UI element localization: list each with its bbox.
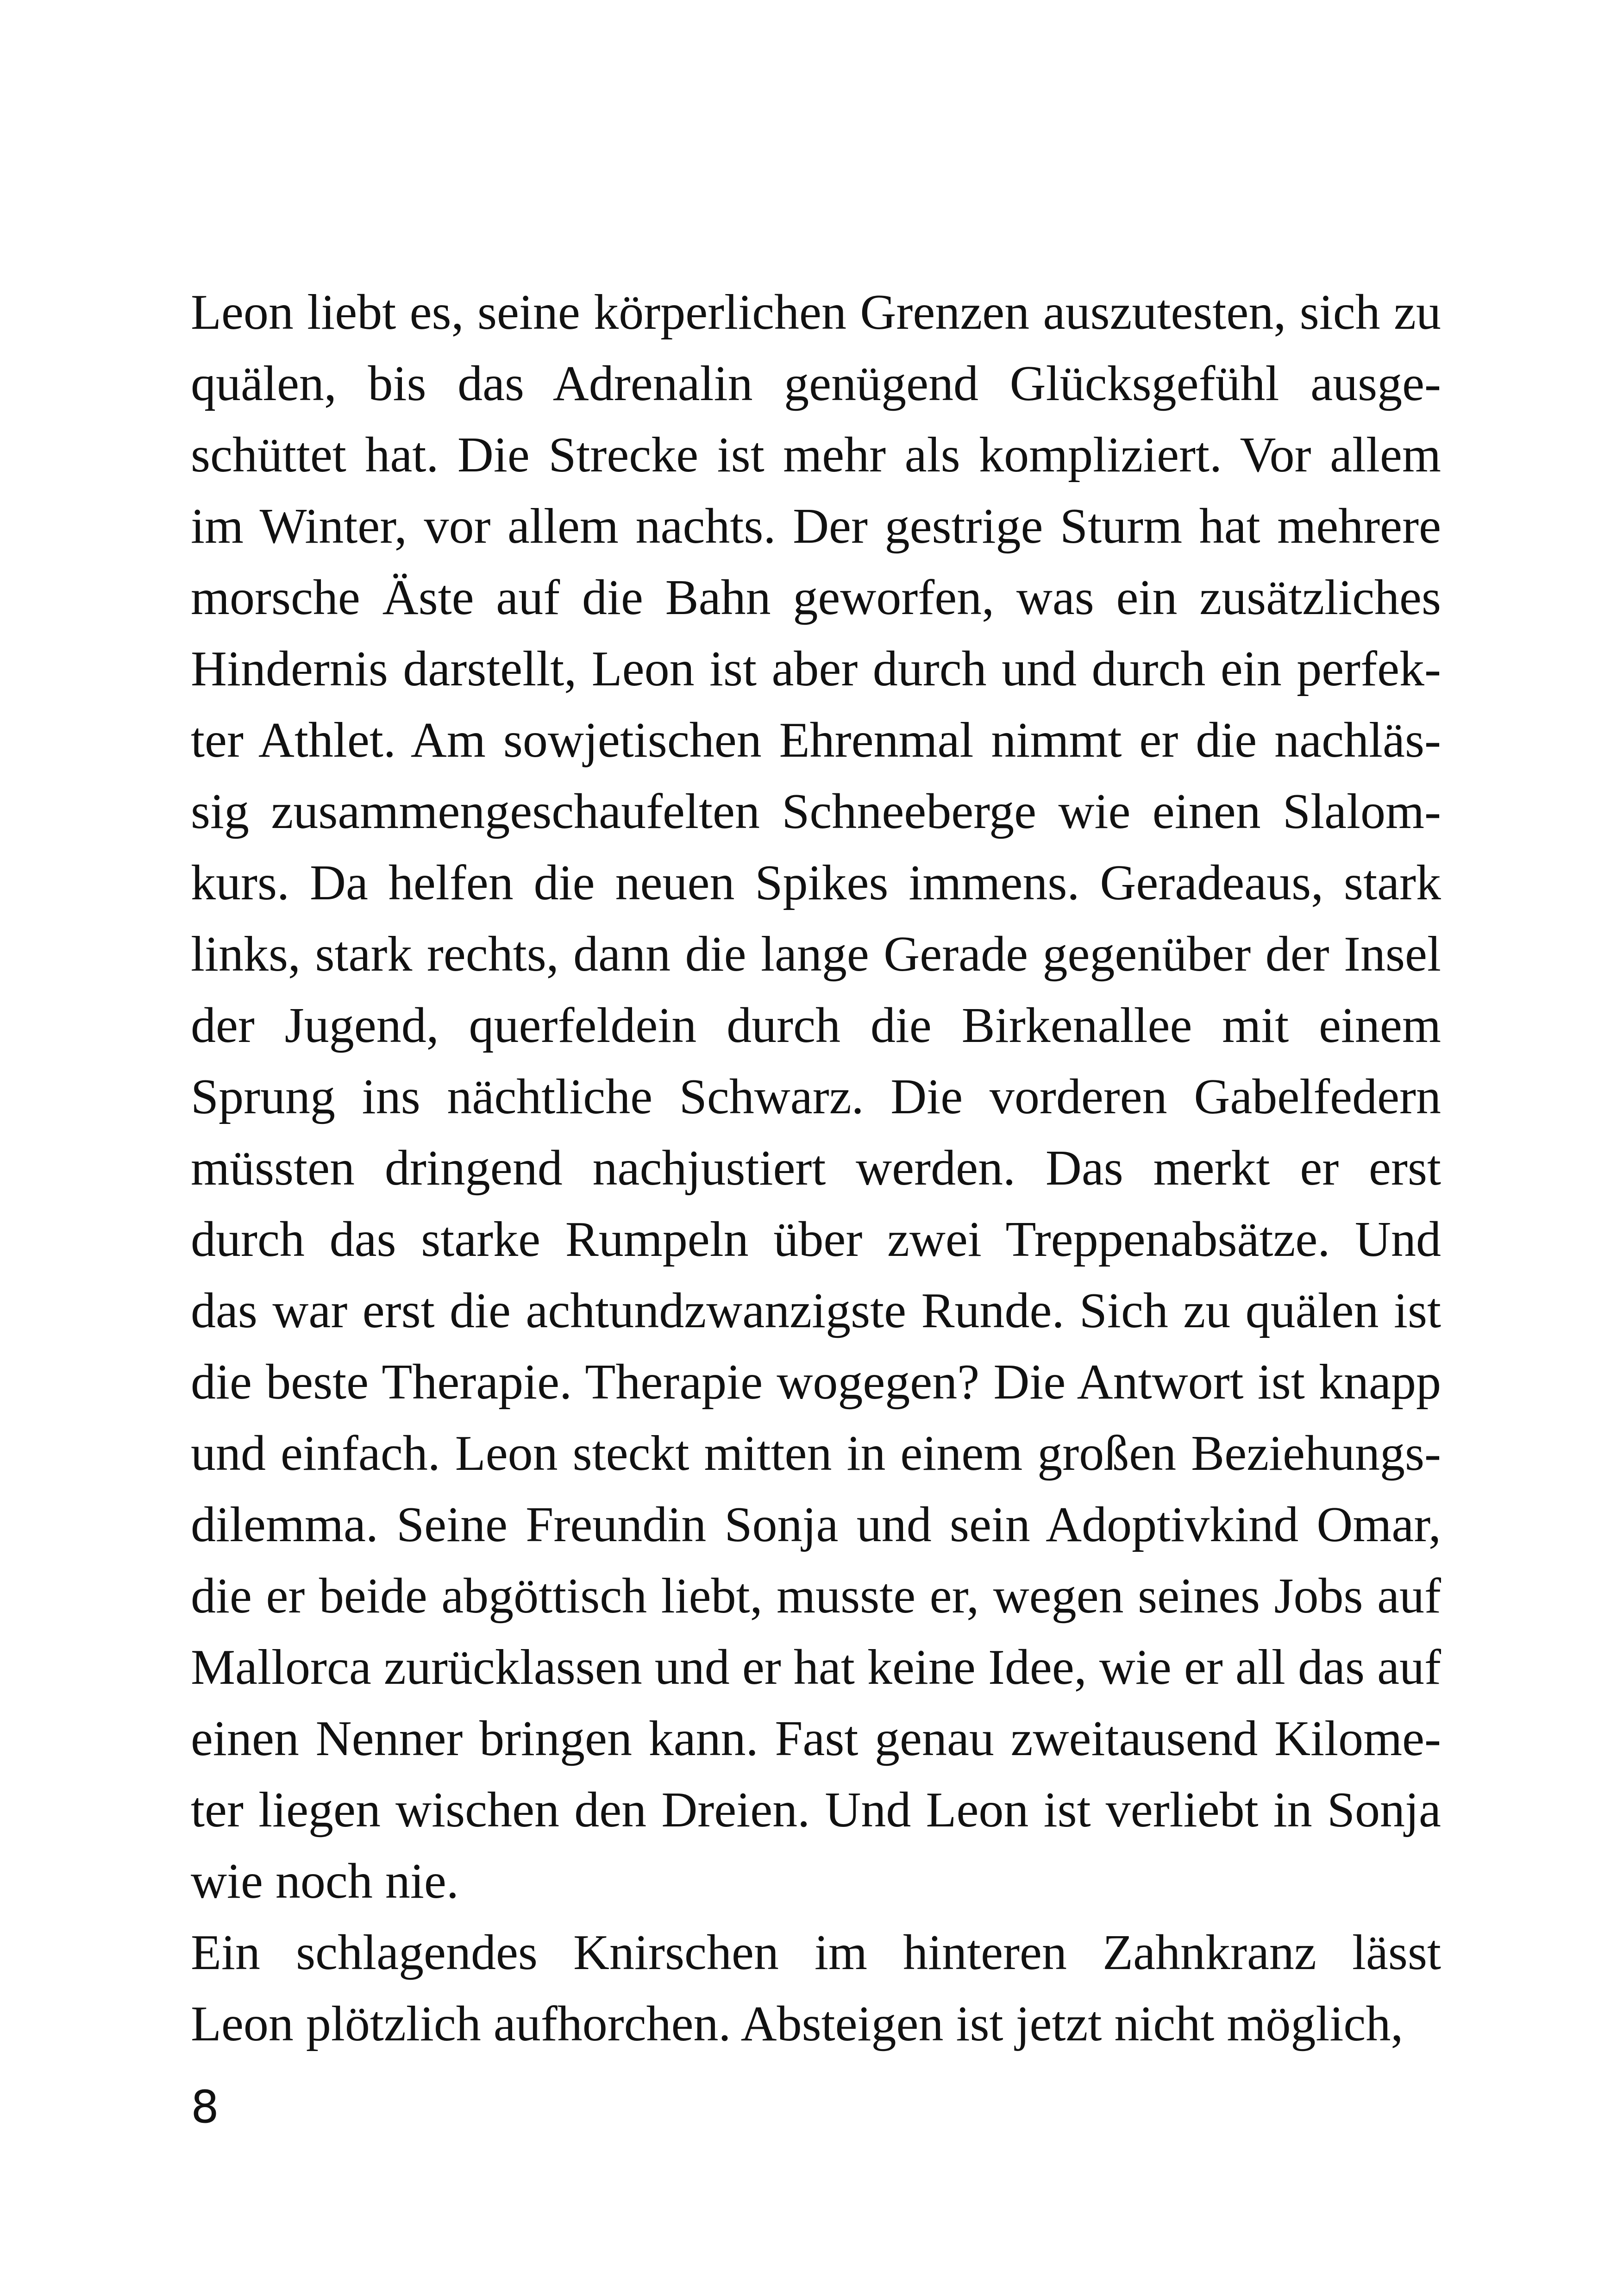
text-line: quälen, bis das Adrenalin genügend Glücksgefühl ausge- [191,356,1441,411]
text-line: durch das starke Rumpeln über zwei Treppenabsätze. Und [191,1212,1441,1267]
text-line: sig zusammengeschaufelten Schneeberge wie einen Slalom- [191,784,1441,839]
text-line: im Winter, vor allem nachts. Der gestrige Sturm hat mehrere [191,499,1441,554]
paragraph-1 [191,277,1441,1917]
text-line: das war erst die achtundzwanzigste Runde. Sich zu quälen ist [191,1283,1441,1338]
text-line: die er beide abgöttisch liebt, musste er, wegen seines Jobs auf [191,1568,1441,1624]
text-line: die beste Therapie. Therapie wogegen? Die Antwort ist knapp [191,1355,1441,1410]
text-line: Sprung ins nächtliche Schwarz. Die vorderen Gabelfedern [191,1069,1441,1124]
text-line: und einfach. Leon steckt mitten in einem großen Beziehungs- [191,1426,1441,1481]
text-line: müssten dringend nachjustiert werden. Das merkt er erst [191,1141,1441,1196]
text-line: links, stark rechts, dann die lange Gerade gegenüber der Insel [191,927,1441,982]
text-line: ter Athlet. Am sowjetischen Ehrenmal nimmt er die nachläs- [191,713,1441,768]
text-line: Leon plötzlich aufhorchen. Absteigen ist jetzt nicht möglich, [191,1996,1404,2051]
text-line: morsche Äste auf die Bahn geworfen, was ein zusätzliches [191,570,1441,625]
body-text [191,277,1441,2060]
text-line: Ein schlagendes Knirschen im hinteren Zahnkranz lässt [191,1925,1441,1980]
text-line: dilemma. Seine Freundin Sonja und sein Adoptivkind Omar, [191,1497,1441,1552]
text-line: Mallorca zurücklassen und er hat keine Idee, wie er all das auf [191,1640,1441,1695]
text-line: schüttet hat. Die Strecke ist mehr als kompliziert. Vor allem [191,427,1441,483]
text-line: Leon liebt es, seine körperlichen Grenzen auszutesten, sich zu [191,285,1441,340]
text-line: ter liegen wischen den Dreien. Und Leon ist verliebt in Sonja [191,1782,1441,1838]
text-line: wie noch nie. [191,1854,459,1909]
text-line: einen Nenner bringen kann. Fast genau zweitausend Kilome- [191,1711,1441,1766]
paragraph-2 [191,1917,1441,2060]
page-number: 8 [191,2081,219,2133]
text-line: Hindernis darstellt, Leon ist aber durch und durch ein perfek- [191,641,1441,696]
text-line: der Jugend, querfeldein durch die Birkenallee mit einem [191,998,1441,1053]
text-line: kurs. Da helfen die neuen Spikes immens. Geradeaus, stark [191,855,1441,910]
